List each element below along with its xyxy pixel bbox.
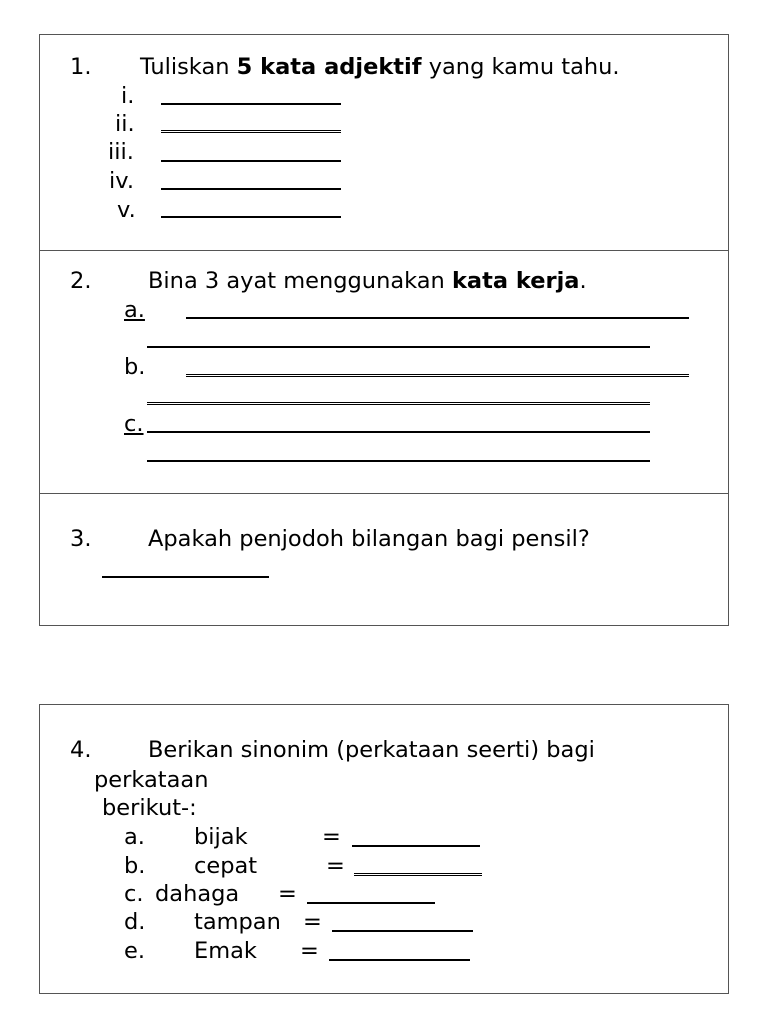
- q4-item-word: dahaga: [155, 881, 240, 907]
- q1-number: 1.: [70, 54, 92, 80]
- q4-item-equals: =: [278, 881, 297, 907]
- q4-answer-line[interactable]: [352, 845, 480, 847]
- q1-item-label: v.: [117, 197, 136, 223]
- q4-item-word: bijak: [194, 824, 248, 850]
- q2-answer-line[interactable]: [147, 460, 650, 462]
- q4-number: 4.: [70, 737, 92, 763]
- q2-answer-line[interactable]: [186, 317, 689, 319]
- q1-prompt-bold: 5 kata adjektif: [236, 54, 422, 80]
- q4-item-label: c.: [124, 881, 144, 907]
- q4-prompt-line1: Berikan sinonim (perkataan seerti) bagi: [148, 737, 595, 763]
- q4-item-equals: =: [300, 938, 319, 964]
- q4-item-word: Emak: [194, 938, 257, 964]
- q2-prompt-bold: kata kerja: [451, 268, 580, 294]
- q2-item-label: [124, 413, 144, 436]
- q2-item-label: [124, 299, 145, 322]
- q4-prompt-line2: perkataan: [94, 767, 209, 793]
- q1-item-label: ii.: [115, 111, 135, 137]
- q3-answer-line[interactable]: [102, 576, 269, 578]
- q1-answer-line[interactable]: [161, 188, 341, 190]
- q1-item-label: iii.: [108, 139, 134, 165]
- q4-answer-line[interactable]: [329, 959, 470, 961]
- q3-prompt: Apakah penjodoh bilangan bagi pensil?: [148, 526, 590, 552]
- q4-item-equals: =: [303, 909, 322, 935]
- q2-item-c-label: c.: [124, 411, 144, 437]
- q2-item-label: b.: [124, 354, 146, 380]
- q1-answer-line[interactable]: [161, 160, 341, 162]
- q1-prompt-pre: Tuliskan: [140, 54, 237, 80]
- q4-answer-line[interactable]: [354, 873, 482, 876]
- q2-answer-line[interactable]: [147, 346, 650, 348]
- q1-answer-line[interactable]: [161, 216, 341, 218]
- q2-item-a-label: a.: [124, 297, 145, 323]
- q4-item-word: cepat: [194, 853, 258, 879]
- q4-item-label: b.: [124, 853, 146, 879]
- q4-item-equals: =: [322, 824, 341, 850]
- q3-number: 3.: [70, 526, 92, 552]
- q1-item-label: i.: [121, 83, 135, 109]
- q4-item-label: e.: [124, 938, 145, 964]
- q1-item-label: iv.: [109, 168, 134, 194]
- question-3-box: [39, 493, 729, 626]
- q1-prompt-post: yang kamu tahu.: [421, 54, 620, 80]
- q1-answer-line[interactable]: [161, 130, 341, 133]
- q1-prompt: [140, 56, 620, 79]
- q2-answer-line[interactable]: [147, 402, 650, 405]
- q2-answer-line[interactable]: [147, 431, 650, 433]
- q1-answer-line[interactable]: [161, 103, 341, 105]
- q4-item-label: d.: [124, 909, 146, 935]
- q4-answer-line[interactable]: [307, 902, 435, 904]
- q2-answer-line[interactable]: [186, 374, 689, 377]
- q2-number: 2.: [70, 268, 92, 294]
- q2-prompt-post: .: [579, 268, 587, 294]
- q2-prompt-pre: Bina 3 ayat menggunakan: [148, 268, 452, 294]
- q4-prompt-line3: berikut-:: [102, 795, 197, 821]
- q4-answer-line[interactable]: [332, 930, 473, 932]
- q4-item-word: tampan: [194, 909, 281, 935]
- q2-prompt: [148, 270, 587, 293]
- q4-item-label: a.: [124, 824, 145, 850]
- q4-item-equals: =: [326, 853, 345, 879]
